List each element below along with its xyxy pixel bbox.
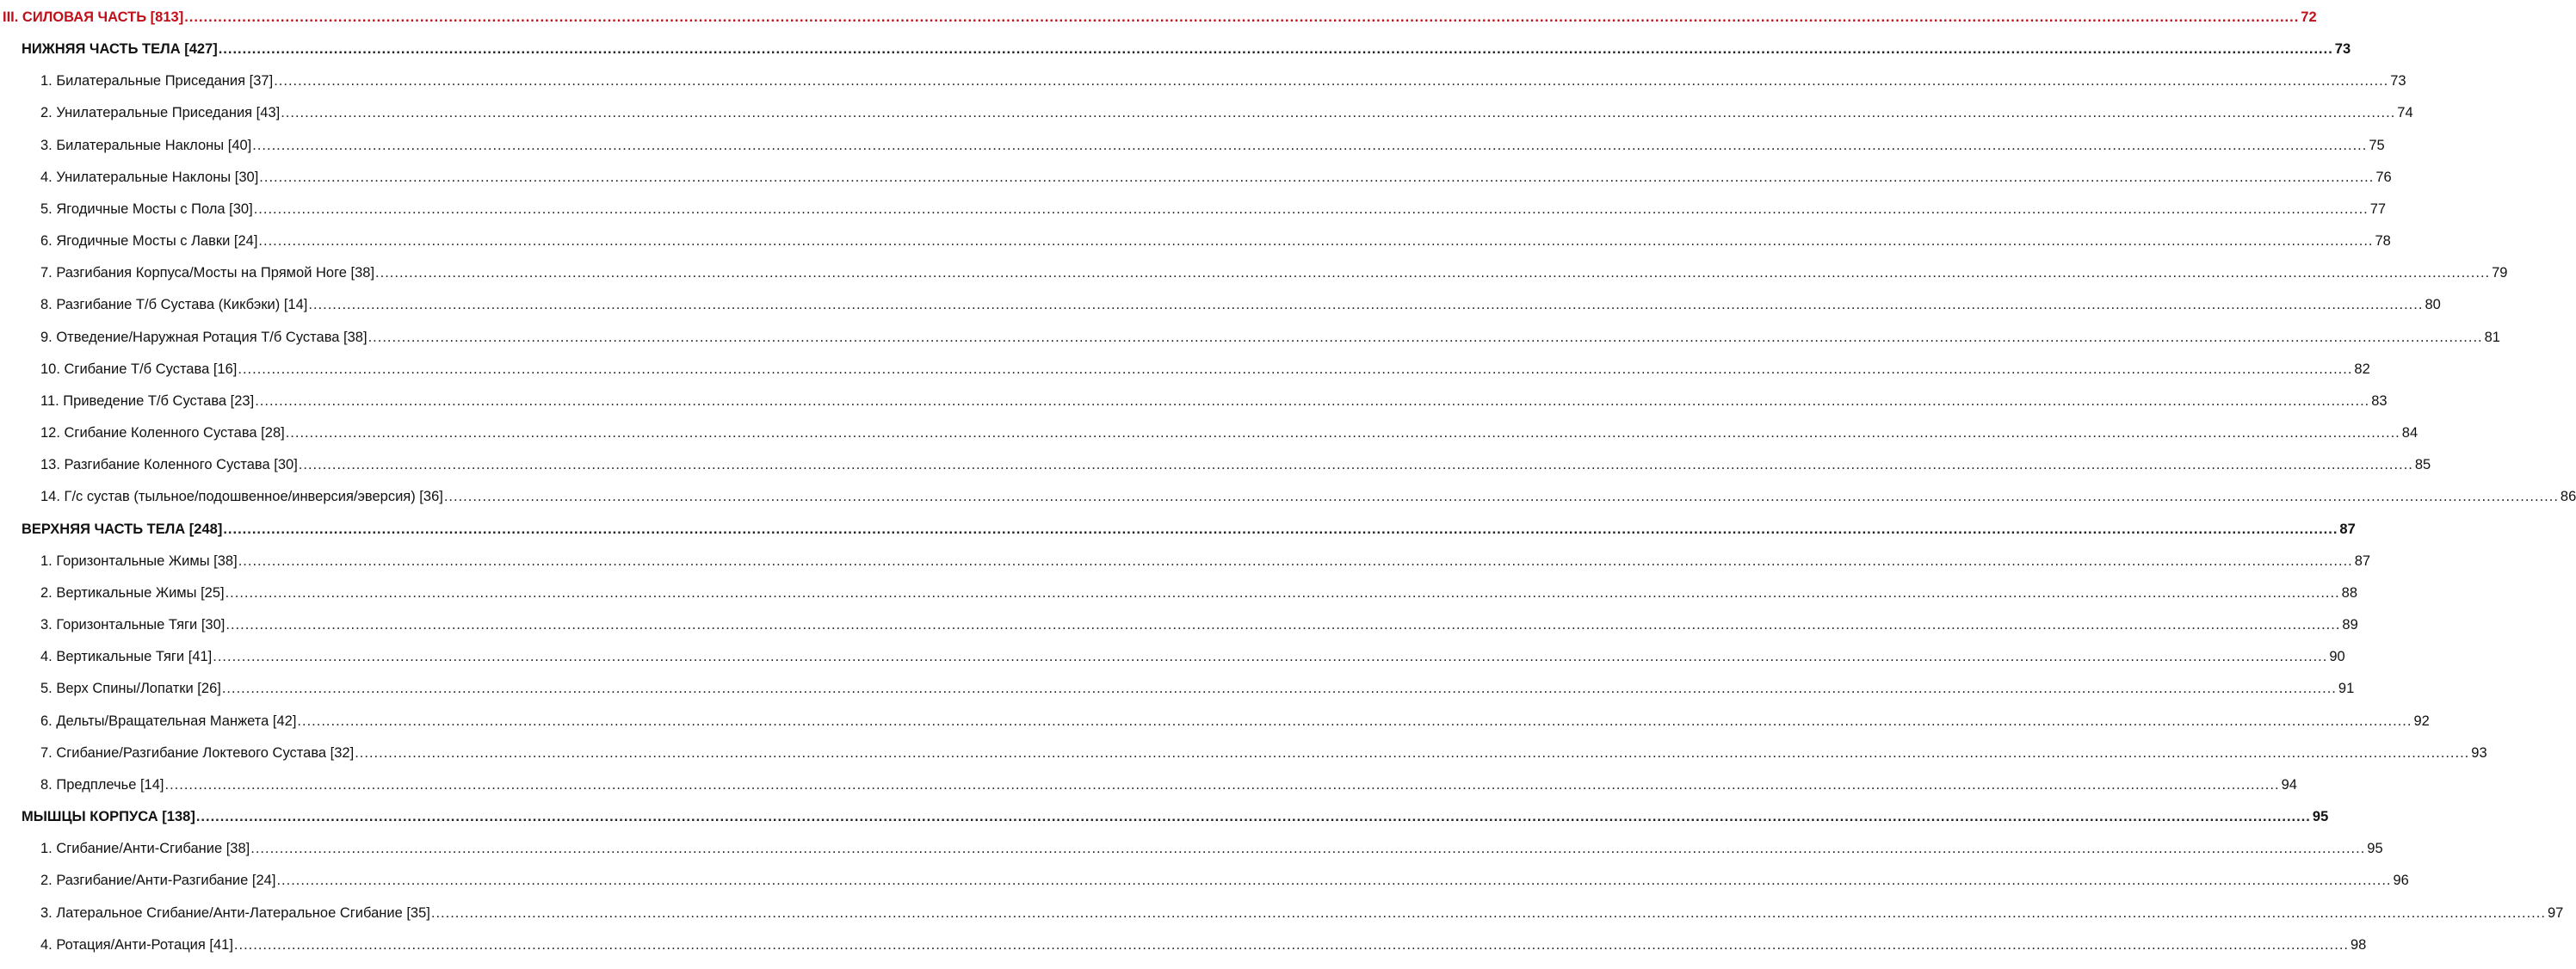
toc-entry-page: 73 bbox=[2390, 73, 2406, 89]
toc-entry[interactable] bbox=[0, 324, 2500, 346]
toc-section-title: ВЕРХНЯЯ ЧАСТЬ ТЕЛА [248] bbox=[22, 522, 223, 537]
toc-entry[interactable] bbox=[0, 164, 2392, 186]
dot-leader bbox=[431, 904, 2546, 922]
toc-entry-page: 95 bbox=[2367, 841, 2383, 856]
toc-entry[interactable] bbox=[0, 611, 2358, 633]
toc-entry[interactable] bbox=[0, 643, 2345, 665]
toc-entry-page: 86 bbox=[2560, 489, 2576, 504]
dot-leader bbox=[375, 264, 2490, 281]
dot-leader bbox=[259, 169, 2374, 186]
toc-entry[interactable] bbox=[0, 579, 2358, 602]
toc-entry-page: 98 bbox=[2350, 937, 2367, 953]
toc-entry-label: 6. Ягодичные Мосты с Лавки [24] bbox=[40, 233, 258, 249]
toc-entry-page: 93 bbox=[2471, 745, 2487, 761]
toc-entry-page: 85 bbox=[2414, 457, 2431, 472]
toc-section-page: 73 bbox=[2334, 41, 2351, 57]
toc-entry-page: 75 bbox=[2369, 138, 2385, 153]
toc-entry-label: 4. Вертикальные Тяги [41] bbox=[40, 649, 213, 664]
toc-part-heading[interactable] bbox=[0, 3, 2317, 26]
toc-entry-label: 14. Г/с сустав (тыльное/подошвенное/инверсия/эверсия) [36] bbox=[40, 489, 443, 504]
dot-leader bbox=[274, 72, 2388, 89]
toc-entry-page: 83 bbox=[2371, 393, 2388, 409]
toc-entry[interactable] bbox=[0, 707, 2430, 730]
toc-entry-page: 94 bbox=[2281, 777, 2297, 793]
toc-entry-label: 1. Горизонтальные Жимы [38] bbox=[40, 553, 238, 569]
dot-leader bbox=[299, 456, 2413, 473]
toc-entry[interactable] bbox=[0, 483, 2576, 505]
toc-entry-page: 78 bbox=[2375, 233, 2391, 249]
toc-entry[interactable] bbox=[0, 675, 2355, 697]
toc-section-heading[interactable] bbox=[0, 35, 2351, 58]
toc-entry[interactable] bbox=[0, 355, 2370, 378]
toc-entry[interactable] bbox=[0, 451, 2431, 473]
toc-entry-label: 7. Разгибания Корпуса/Мосты на Прямой Ноге [38] bbox=[40, 265, 375, 281]
toc-entry[interactable] bbox=[0, 931, 2367, 954]
toc-entry[interactable] bbox=[0, 67, 2406, 89]
toc-entry-page: 80 bbox=[2425, 297, 2441, 312]
toc-section-page: 95 bbox=[2312, 809, 2329, 824]
dot-leader bbox=[297, 713, 2412, 730]
dot-leader bbox=[238, 361, 2352, 378]
dot-leader bbox=[234, 936, 2349, 954]
toc-entry-label: 10. Сгибание Т/б Сустава [16] bbox=[40, 361, 238, 377]
toc-entry-label: 6. Дельты/Вращательная Манжета [42] bbox=[40, 713, 297, 729]
toc-entry[interactable] bbox=[0, 387, 2388, 410]
dot-leader bbox=[223, 521, 2338, 538]
dot-leader bbox=[286, 424, 2400, 441]
toc-entry[interactable] bbox=[0, 291, 2441, 313]
toc-entry-label: 12. Сгибание Коленного Сустава [28] bbox=[40, 425, 285, 441]
toc-entry-page: 74 bbox=[2397, 105, 2413, 120]
toc-entry-page: 88 bbox=[2341, 585, 2358, 601]
toc-entry-page: 79 bbox=[2492, 265, 2508, 281]
toc-entry-page: 84 bbox=[2401, 425, 2418, 441]
toc-entry-label: 13. Разгибание Коленного Сустава [30] bbox=[40, 457, 298, 472]
toc-entry-label: 2. Унилатеральные Приседания [43] bbox=[40, 105, 281, 120]
toc-entry-label: 5. Верх Спины/Лопатки [26] bbox=[40, 681, 221, 696]
dot-leader bbox=[252, 137, 2367, 154]
toc-section-heading[interactable] bbox=[0, 803, 2329, 825]
toc-entry-label: 4. Унилатеральные Наклоны [30] bbox=[40, 170, 259, 185]
dot-leader bbox=[213, 648, 2327, 665]
toc-entry[interactable] bbox=[0, 739, 2487, 762]
toc-entry[interactable] bbox=[0, 227, 2391, 250]
toc-entry-label: 7. Сгибание/Разгибание Локтевого Сустава [32] bbox=[40, 745, 355, 761]
dot-leader bbox=[225, 584, 2340, 602]
toc-entry-label: 1. Билатеральные Приседания [37] bbox=[40, 73, 274, 89]
dot-leader bbox=[184, 9, 2299, 26]
toc-entry[interactable] bbox=[0, 99, 2413, 121]
toc-entry-label: 11. Приведение Т/б Сустава [23] bbox=[40, 393, 255, 409]
toc-section-title: НИЖНЯЯ ЧАСТЬ ТЕЛА [427] bbox=[22, 41, 218, 57]
toc-section-page: 87 bbox=[2339, 522, 2356, 537]
toc-entry[interactable] bbox=[0, 867, 2409, 889]
toc-entry[interactable] bbox=[0, 835, 2383, 857]
toc-section-title: МЫШЦЫ КОРПУСА [138] bbox=[22, 809, 195, 824]
dot-leader bbox=[255, 392, 2369, 410]
dot-leader bbox=[308, 296, 2423, 313]
toc-entry-label: 1. Сгибание/Анти-Сгибание [38] bbox=[40, 841, 250, 856]
toc-entry-label: 9. Отведение/Наружная Ротация Т/б Сустава [38] bbox=[40, 330, 368, 345]
toc-entry[interactable] bbox=[0, 899, 2564, 922]
toc-entry-page: 76 bbox=[2375, 170, 2392, 185]
dot-leader bbox=[238, 552, 2353, 570]
toc-entry-page: 96 bbox=[2393, 873, 2409, 888]
dot-leader bbox=[219, 40, 2333, 58]
toc-entry-label: 5. Ягодичные Мосты с Пола [30] bbox=[40, 201, 253, 217]
dot-leader bbox=[258, 232, 2373, 250]
toc-entry-label: 4. Ротация/Анти-Ротация [41] bbox=[40, 937, 233, 953]
toc-entry-page: 90 bbox=[2329, 649, 2345, 664]
toc-entry[interactable] bbox=[0, 771, 2297, 793]
toc-entry-label: 2. Вертикальные Жимы [25] bbox=[40, 585, 225, 601]
toc-entry-page: 97 bbox=[2547, 905, 2564, 921]
toc-entry-page: 87 bbox=[2354, 553, 2371, 569]
dot-leader bbox=[222, 680, 2337, 697]
dot-leader bbox=[225, 616, 2340, 633]
toc-entry[interactable] bbox=[0, 547, 2371, 570]
toc-part-title: III. СИЛОВАЯ ЧАСТЬ [813] bbox=[3, 9, 184, 25]
dot-leader bbox=[165, 776, 2280, 793]
toc-entry-label: 3. Латеральное Сгибание/Анти-Латеральное Сгибание [35] bbox=[40, 905, 430, 921]
dot-leader bbox=[355, 744, 2469, 762]
dot-leader bbox=[250, 840, 2365, 857]
toc-entry-label: 2. Разгибание/Анти-Разгибание [24] bbox=[40, 873, 276, 888]
toc-entry[interactable] bbox=[0, 419, 2418, 441]
toc-part-page: 72 bbox=[2301, 9, 2317, 25]
dot-leader bbox=[254, 201, 2369, 218]
dot-leader bbox=[281, 104, 2395, 121]
toc-entry-label: 8. Предплечье [14] bbox=[40, 777, 164, 793]
toc-entry-page: 92 bbox=[2413, 713, 2430, 729]
toc-entry-page: 82 bbox=[2354, 361, 2370, 377]
toc-section-heading[interactable] bbox=[0, 515, 2356, 538]
dot-leader bbox=[196, 808, 2311, 825]
dot-leader bbox=[276, 872, 2391, 889]
toc-entry-page: 91 bbox=[2338, 681, 2355, 696]
toc-entry-page: 89 bbox=[2342, 617, 2358, 633]
toc-entry-page: 77 bbox=[2369, 201, 2387, 217]
toc-entry-label: 3. Горизонтальные Тяги [30] bbox=[40, 617, 225, 633]
toc-entry[interactable] bbox=[0, 132, 2385, 154]
dot-leader bbox=[368, 329, 2483, 346]
toc-entry-page: 81 bbox=[2484, 330, 2500, 345]
toc-entry[interactable] bbox=[0, 259, 2508, 281]
toc-entry[interactable] bbox=[0, 195, 2387, 218]
toc-entry-label: 8. Разгибание Т/б Сустава (Кикбэки) [14] bbox=[40, 297, 308, 312]
toc-entry-label: 3. Билатеральные Наклоны [40] bbox=[40, 138, 252, 153]
dot-leader bbox=[444, 488, 2559, 505]
